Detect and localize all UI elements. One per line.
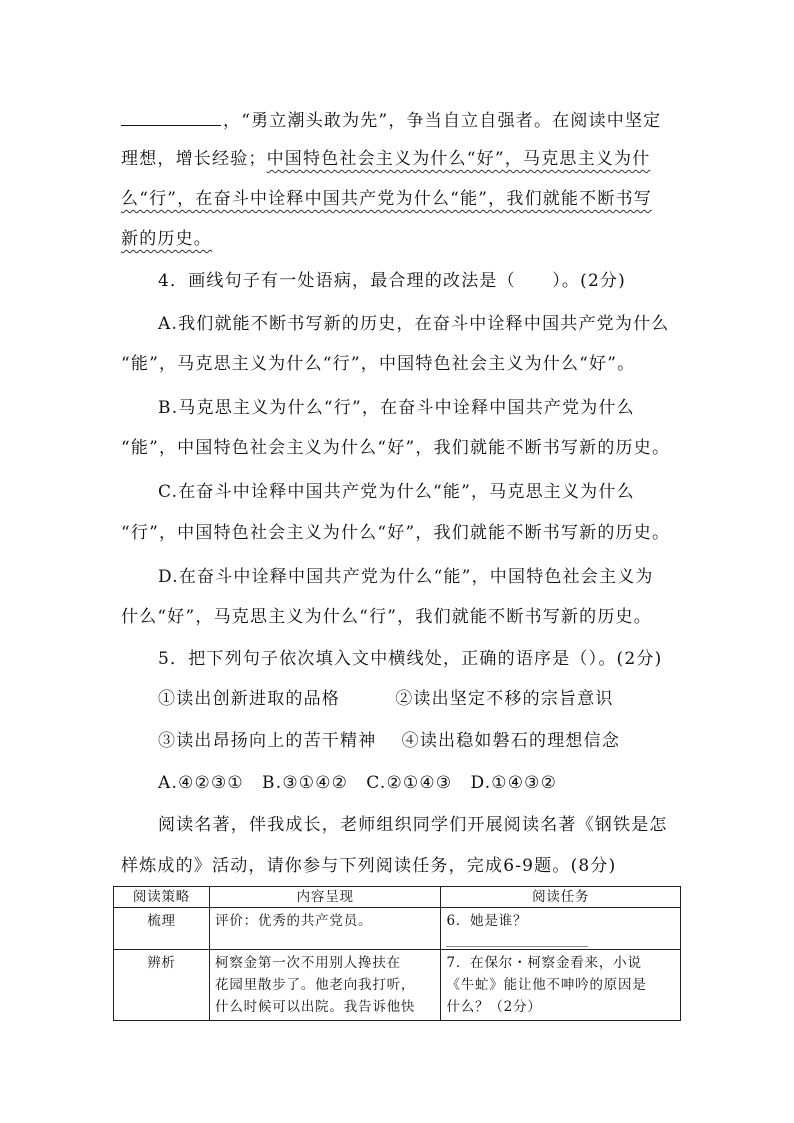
q5-choices: A.④②③① B.③①④② C.②①④③ D.①④③② [158, 773, 558, 793]
content-cell [210, 950, 441, 1021]
sentence-1: ①读出创新进取的品格 [158, 689, 340, 709]
underlined-sentence: 中国特色社会主义为什么“好”，马克思主义为什 [266, 149, 651, 169]
q5-sentences-row-1 [158, 688, 614, 710]
header-strategy: 阅读策略 [114, 887, 210, 908]
task-cell [441, 950, 681, 1021]
content-line: 花园里散步了。他老向我打听， [215, 977, 416, 993]
task-line: 7．在保尔・柯察金看来，小说 [446, 955, 642, 971]
question-4-stem: 4．画线句子有一处语病，最合理的改法是（ ）。(2分) [158, 271, 626, 291]
option-b-line-2: “能”，中国特色社会主义为什么“好”，我们就能不断书写新的历史。 [121, 438, 671, 458]
q5-sentences-row-2 [158, 730, 620, 752]
passage-line-1 [121, 109, 661, 132]
option-c-line-1: C.在奋斗中诠释中国共产党为什么“能”，马克思主义为什么 [158, 482, 635, 502]
strategy-cell: 辨析 [114, 950, 210, 1021]
content-line: 什么时候可以出院。我告诉他快 [215, 999, 416, 1015]
option-d-line-2: 什么“好”，马克思主义为什么“行”，我们就能不断书写新的历史。 [121, 607, 652, 627]
option-a-line-1: A.我们就能不断书写新的历史，在奋斗中诠释中国共产党为什么 [158, 314, 670, 334]
sentence-3: ③读出昂扬向上的苦干精神 [158, 731, 377, 751]
underlined-sentence: 么“行”，在奋斗中诠释中国共产党为什么“能”，我们就能不断书写 [121, 189, 652, 209]
underlined-sentence: 新的历史。 [121, 229, 212, 249]
option-c-line-2: “行”，中国特色社会主义为什么“好”，我们就能不断书写新的历史。 [121, 523, 671, 543]
table-header-row [114, 887, 681, 908]
passage-text: 理想，增长经验； [121, 149, 267, 169]
passage-line-3 [121, 188, 652, 210]
passage-line-2 [121, 148, 650, 170]
option-b-line-1: B.马克思主义为什么“行”，在奋斗中诠释中国共产党为什么 [158, 398, 635, 418]
task-line: 《牛虻》能让他不呻吟的原因是 [446, 977, 647, 993]
option-a-line-2: “能”，马克思主义为什么“行”，中国特色社会主义为什么“好”。 [121, 354, 636, 374]
table-row [114, 950, 681, 1021]
question-5-stem: 5．把下列句子依次填入文中横线处，正确的语序是（）。(2分) [158, 649, 663, 669]
intro-line-2: 样炼成的》活动，请你参与下列阅读任务，完成6-9题。(8分) [121, 856, 617, 876]
content-line: 柯察金第一次不用别人搀扶在 [215, 955, 401, 971]
strategy-cell: 梳理 [114, 908, 210, 950]
task-text: 6．她是谁？ [446, 913, 528, 929]
task-cell [441, 908, 681, 950]
passage-line-4 [121, 228, 212, 250]
header-task: 阅读任务 [441, 887, 681, 908]
content-cell: 评价：优秀的共产党员。 [210, 908, 441, 950]
answer-line[interactable] [446, 942, 588, 947]
reading-task-table [113, 886, 681, 1021]
task-line: 什么？（2分） [446, 999, 542, 1015]
sentence-2: ②读出坚定不移的宗旨意识 [395, 689, 614, 709]
intro-line-1: 阅读名著，伴我成长，老师组织同学们开展阅读名著《钢铁是怎 [158, 815, 668, 835]
table-row [114, 908, 681, 950]
header-content: 内容呈现 [210, 887, 441, 908]
option-d-line-1: D.在奋斗中诠释中国共产党为什么“能”，中国特色社会主义为 [158, 567, 654, 587]
sentence-4: ④读出稳如磐石的理想信念 [401, 731, 621, 751]
fill-blank[interactable] [121, 109, 221, 126]
passage-text: ，“勇立潮头敢为先”，争当自立自强者。在阅读中坚定 [223, 111, 662, 131]
